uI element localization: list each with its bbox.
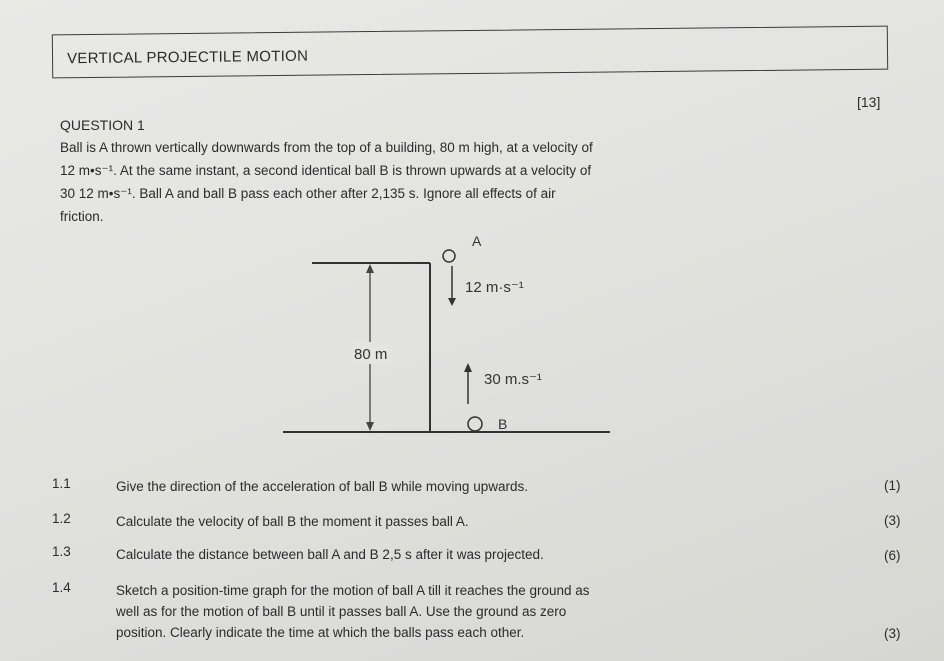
subquestion-text: Calculate the velocity of ball B the moment it passes ball A. — [116, 514, 469, 529]
ball-b-velocity-label: 30 m.s⁻¹ — [484, 371, 542, 388]
intro-line: 12 m•s⁻¹. At the same instant, a second identical ball B is thrown upwards at a velocity of — [60, 163, 592, 178]
height-arrow-bottom-icon — [366, 422, 374, 431]
subquestion-text: Calculate the distance between ball A and B 2,5 s after it was projected. — [116, 547, 544, 562]
subquestion-text — [116, 580, 806, 643]
subquestion-marks: (1) — [884, 478, 901, 493]
height-label: 80 m — [354, 346, 388, 363]
intro-line: friction. — [60, 209, 104, 224]
subquestion-text-line: Sketch a position-time graph for the motion of ball A till it reaches the ground as — [116, 583, 590, 598]
subquestion-number: 1.2 — [52, 511, 71, 526]
subquestion-number: 1.4 — [52, 580, 71, 595]
height-arrow-top-icon — [366, 264, 374, 273]
subquestion-text-line: well as for the motion of ball B until it passes ball A. Use the ground as zero — [116, 604, 567, 619]
subquestion-marks: (3) — [884, 626, 901, 641]
arrow-up-icon — [464, 363, 472, 372]
section-title: VERTICAL PROJECTILE MOTION — [66, 47, 309, 68]
ball-a-label: A — [472, 233, 482, 249]
subquestion-number: 1.1 — [52, 476, 71, 491]
subquestion-marks: (3) — [884, 513, 901, 528]
ball-a-icon — [443, 250, 455, 262]
intro-line: 30 12 m•s⁻¹. Ball A and ball B pass each other after 2,135 s. Ignore all effects of air — [60, 186, 556, 201]
intro-line: Ball is A thrown vertically downwards from the top of a building, 80 m high, at a velocity of — [60, 140, 593, 155]
ball-b-label: B — [498, 416, 508, 432]
ball-a-velocity-label: 12 m·s⁻¹ — [465, 279, 524, 296]
subquestion-number: 1.3 — [52, 544, 71, 559]
subquestion-text-line: position. Clearly indicate the time at which the balls pass each other. — [116, 625, 525, 640]
subquestion-marks: (6) — [884, 548, 901, 563]
total-marks: [13] — [857, 94, 881, 110]
arrow-down-icon — [448, 298, 456, 306]
question-heading: QUESTION 1 — [60, 117, 145, 133]
subquestion-text: Give the direction of the acceleration of ball B while moving upwards. — [116, 479, 528, 494]
ball-b-icon — [468, 417, 482, 431]
